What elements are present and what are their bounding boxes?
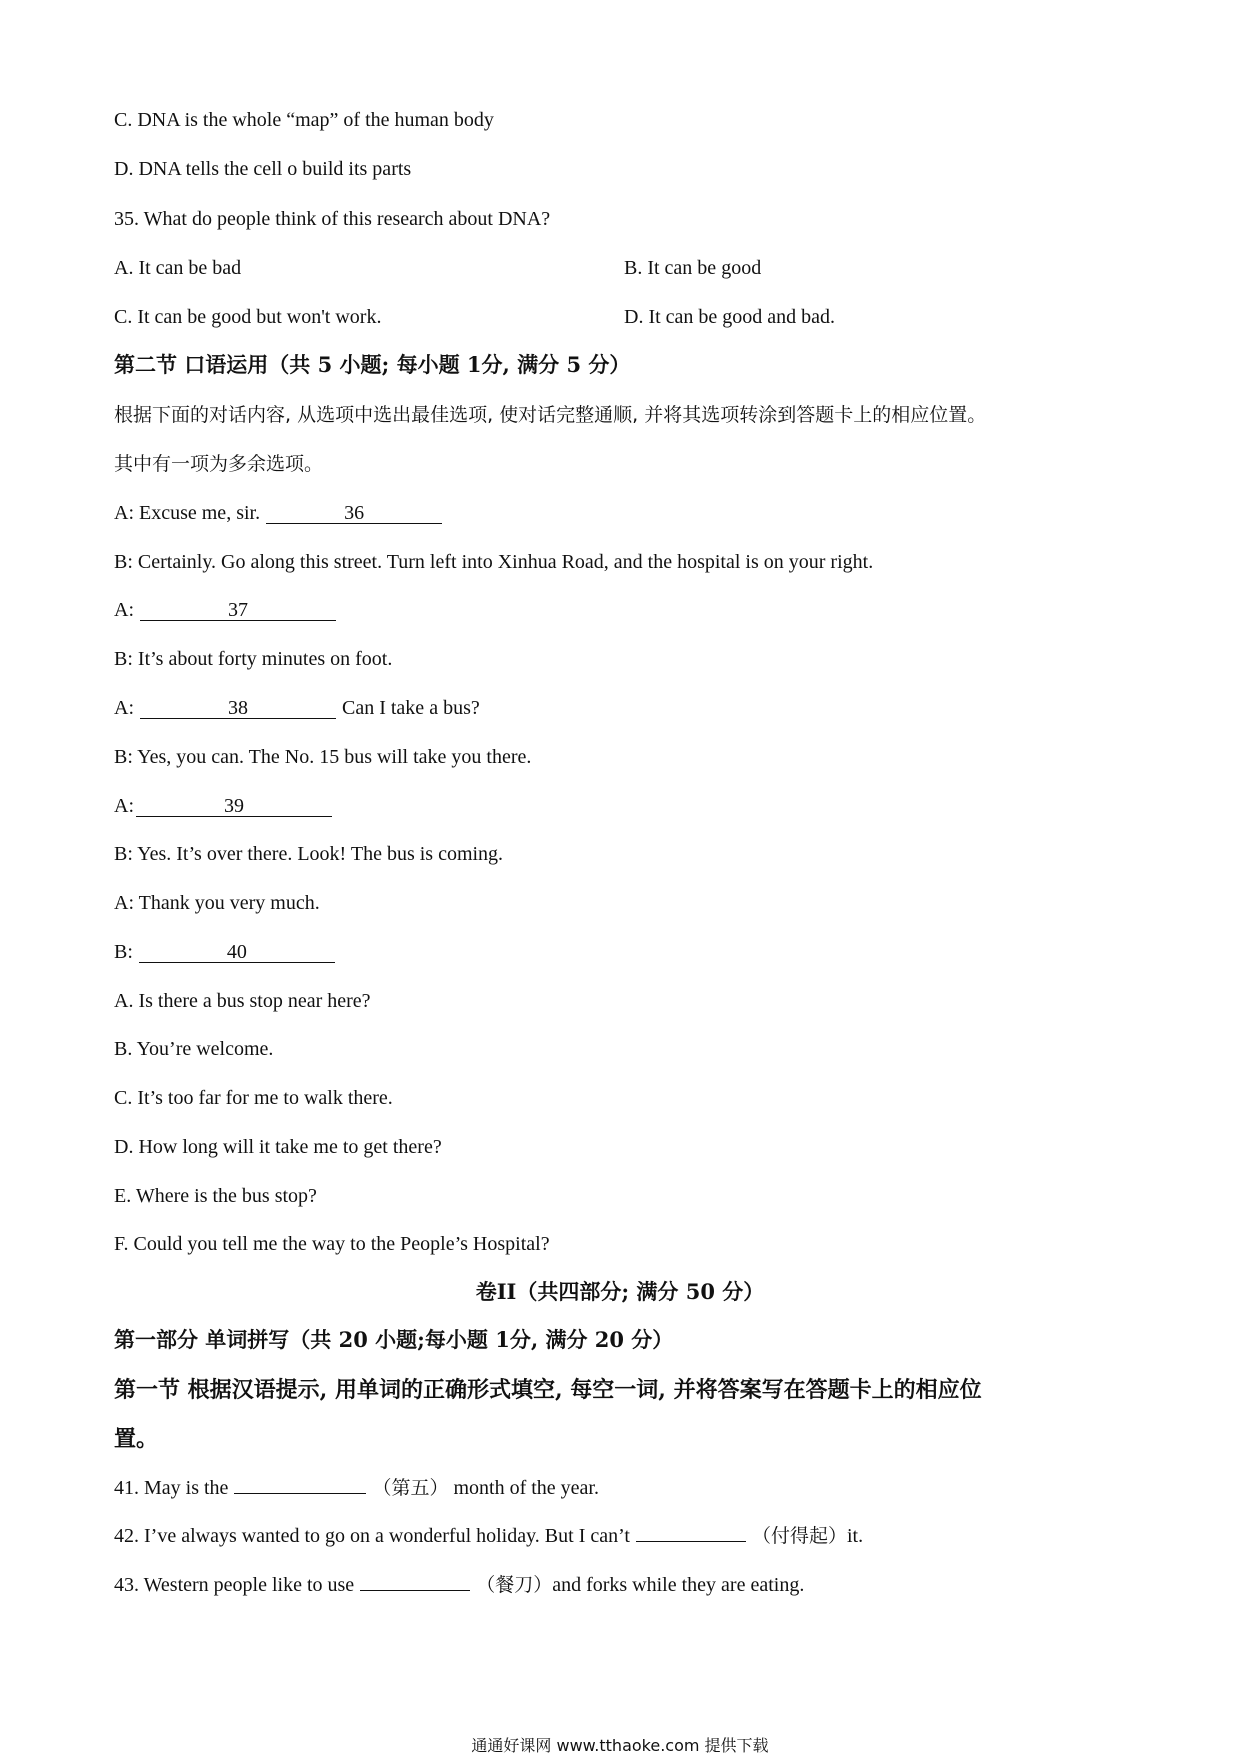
fill-item-41 (114, 1476, 599, 1500)
dialogue-line-8 (114, 842, 503, 866)
speaker: A: (114, 795, 134, 817)
speaker: B: (114, 648, 133, 670)
fill-text: 43. Western people like to use (114, 1574, 355, 1596)
section2-instruction-1: 根据下面的对话内容, 从选项中选出最佳选项, 使对话完整通顺, 并将其选项转涂到答题卡上的相应位置。 (114, 404, 987, 426)
dialogue-line-4 (114, 647, 392, 671)
dialogue-line-1 (114, 501, 442, 525)
fill-text: 41. May is the (114, 1477, 229, 1499)
dialogue-option-a: A. Is there a bus stop near here? (114, 990, 371, 1012)
fill-item-43 (114, 1573, 804, 1597)
option-35d: D. It can be good and bad. (624, 306, 836, 328)
speaker: B: (114, 941, 133, 963)
option-34c: C. DNA is the whole “map” of the human body (114, 109, 494, 131)
dialogue-option-e: E. Where is the bus stop? (114, 1185, 317, 1207)
question-35: 35. What do people think of this research about DNA? (114, 208, 551, 230)
section2-heading: 第二节 口语运用（共 5 小题; 每小题 1分, 满分 5 分） (114, 352, 631, 377)
option-35c: C. It can be good but won't work. (114, 306, 382, 328)
dialogue-line-9 (114, 891, 320, 915)
dialogue-line-2 (114, 550, 873, 574)
dialogue-text: Certainly. Go along this street. Turn left into Xinhua Road, and the hospital is on your right. (137, 551, 874, 573)
fill-item-42 (114, 1524, 863, 1548)
answer-blank-36[interactable]: 36 (266, 503, 442, 524)
dialogue-line-7 (114, 794, 332, 818)
dialogue-text: Thank you very much. (138, 892, 320, 914)
dialogue-text: It’s about forty minutes on foot. (137, 648, 393, 670)
speaker: A: (114, 502, 134, 524)
option-35a: A. It can be bad (114, 257, 242, 279)
chinese-hint: （付得起） (751, 1525, 847, 1547)
dialogue-line-5 (114, 696, 480, 720)
section1-heading-line-1: 第一节 根据汉语提示, 用单词的正确形式填空, 每空一词, 并将答案写在答题卡上的相应位 (114, 1377, 982, 1403)
chinese-hint: （第五） (372, 1477, 449, 1499)
fill-text: 42. I’ve always wanted to go on a wonderful holiday. But I can’t (114, 1525, 630, 1547)
dialogue-text: Yes. It’s over there. Look! The bus is coming. (137, 843, 504, 865)
speaker: B: (114, 551, 133, 573)
page-footer: 通通好课网 www.tthaoke.com 提供下载 (471, 1736, 769, 1755)
speaker: A: (114, 599, 134, 621)
chinese-hint: （餐刀） (476, 1574, 553, 1596)
dialogue-option-b: B. You’re welcome. (114, 1038, 274, 1060)
speaker: A: (114, 697, 134, 719)
speaker: A: (114, 892, 134, 914)
fill-blank-41[interactable] (234, 1493, 366, 1494)
volume2-title: 卷II（共四部分; 满分 50 分） (475, 1279, 765, 1304)
option-35b: B. It can be good (624, 257, 762, 279)
fill-blank-43[interactable] (360, 1590, 470, 1591)
answer-blank-38[interactable]: 38 (140, 698, 336, 719)
dialogue-line-6 (114, 745, 531, 769)
fill-text: month of the year. (448, 1477, 599, 1499)
answer-blank-37[interactable]: 37 (140, 600, 336, 621)
dialogue-line-10 (114, 940, 335, 964)
section1-heading-line-2: 置。 (114, 1426, 159, 1452)
speaker: B: (114, 746, 133, 768)
fill-text: and forks while they are eating. (552, 1574, 805, 1596)
dialogue-option-f: F. Could you tell me the way to the People’s Hospital? (114, 1233, 550, 1255)
section2-instruction-2: 其中有一项为多余选项。 (114, 453, 324, 475)
answer-blank-40[interactable]: 40 (139, 942, 335, 963)
dialogue-option-c: C. It’s too far for me to walk there. (114, 1087, 393, 1109)
dialogue-line-3 (114, 598, 336, 622)
part1-heading: 第一部分 单词拼写（共 20 小题;每小题 1分, 满分 20 分） (114, 1327, 674, 1352)
dialogue-option-d: D. How long will it take me to get there? (114, 1136, 442, 1158)
speaker: B: (114, 843, 133, 865)
fill-blank-42[interactable] (636, 1541, 746, 1542)
dialogue-text: Can I take a bus? (342, 697, 480, 719)
answer-blank-39[interactable]: 39 (136, 796, 332, 817)
fill-text: it. (847, 1525, 864, 1547)
dialogue-text: Yes, you can. The No. 15 bus will take you there. (137, 746, 532, 768)
dialogue-text: Excuse me, sir. (139, 502, 261, 524)
option-34d: D. DNA tells the cell o build its parts (114, 158, 412, 180)
